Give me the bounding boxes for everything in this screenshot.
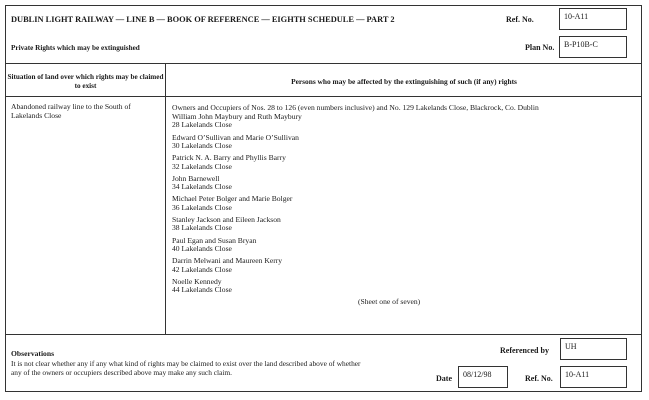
- person-name: John Barnewell: [172, 173, 220, 183]
- person-address: 42 Lakelands Close: [172, 264, 232, 274]
- list-item: [172, 154, 632, 171]
- person-address: 38 Lakelands Close: [172, 223, 232, 233]
- person-address: 32 Lakelands Close: [172, 161, 232, 171]
- observations-text-line2: any of the owners or occupiers described above may make any such claim.: [11, 368, 233, 377]
- list-item: [172, 237, 632, 254]
- ref-no-value: 10-A11: [564, 12, 589, 21]
- observations-top-rule: [5, 334, 642, 335]
- referenced-by-value: UH: [565, 342, 577, 351]
- plan-no-value: B-P10B-C: [564, 40, 598, 49]
- person-name: Edward O’Sullivan and Marie O’Sullivan: [172, 132, 299, 142]
- plan-no-label: Plan No.: [525, 43, 555, 52]
- list-item: [172, 216, 632, 233]
- document-subtitle: Private Rights which may be extinguished: [11, 44, 140, 52]
- column-header-persons: Persons who may be affected by the extinguishing of such (if any) rights: [291, 77, 517, 86]
- person-address: 36 Lakelands Close: [172, 202, 232, 212]
- list-item: [172, 175, 632, 192]
- person-address: 28 Lakelands Close: [172, 120, 232, 130]
- person-address: 40 Lakelands Close: [172, 244, 232, 254]
- list-item: [172, 134, 632, 151]
- person-name: Noelle Kennedy: [172, 276, 222, 286]
- owners-intro: Owners and Occupiers of Nos. 28 to 126 (even numbers inclusive) and No. 129 Lakelands Close, Blackrock, Co. Dublin: [172, 103, 539, 112]
- land-situation: Abandoned railway line to the South of Lakelands Close: [11, 102, 131, 120]
- persons-list: [172, 113, 632, 298]
- document-title: DUBLIN LIGHT RAILWAY — LINE B — BOOK OF REFERENCE — EIGHTH SCHEDULE — PART 2: [11, 15, 395, 24]
- observations-ref-no-label: Ref. No.: [525, 374, 553, 383]
- column-header-situation: Situation of land over which rights may be claimed to exist: [7, 73, 164, 90]
- plan-no-box: [559, 36, 627, 58]
- sheet-note: (Sheet one of seven): [358, 297, 421, 306]
- observations-label: Observations: [11, 349, 55, 358]
- ref-no-label: Ref. No.: [506, 15, 534, 24]
- referenced-by-label: Referenced by: [500, 346, 549, 355]
- person-name: Paul Egan and Susan Bryan: [172, 235, 257, 245]
- observations-text-line1: It is not clear whether any if any what kind of rights may be claimed to exist over the land described above of whether: [11, 359, 361, 368]
- list-item: [172, 113, 632, 130]
- observations-ref-no-value: 10-A11: [565, 370, 590, 379]
- person-name: Darrin Melwani and Maureen Kerry: [172, 256, 283, 266]
- date-value: 08/12/98: [463, 370, 492, 379]
- column-divider: [165, 63, 166, 335]
- observations-ref-no-box: [560, 366, 627, 388]
- table-header-rule: [5, 96, 642, 97]
- person-address: 30 Lakelands Close: [172, 141, 232, 151]
- person-address: 44 Lakelands Close: [172, 285, 232, 295]
- list-item: [172, 257, 632, 274]
- date-box: [458, 366, 508, 388]
- date-label: Date: [436, 374, 452, 383]
- person-name: Michael Peter Bolger and Marie Bolger: [172, 194, 293, 204]
- ref-no-box: [559, 8, 627, 30]
- person-name: Patrick N. A. Barry and Phyllis Barry: [172, 153, 286, 163]
- person-name: William John Maybury and Ruth Maybury: [172, 112, 302, 121]
- referenced-by-box: [560, 338, 627, 360]
- person-name: Stanley Jackson and Eileen Jackson: [172, 215, 281, 225]
- table-top-rule: [5, 63, 642, 64]
- list-item: [172, 278, 632, 295]
- person-address: 34 Lakelands Close: [172, 182, 232, 192]
- list-item: [172, 195, 632, 212]
